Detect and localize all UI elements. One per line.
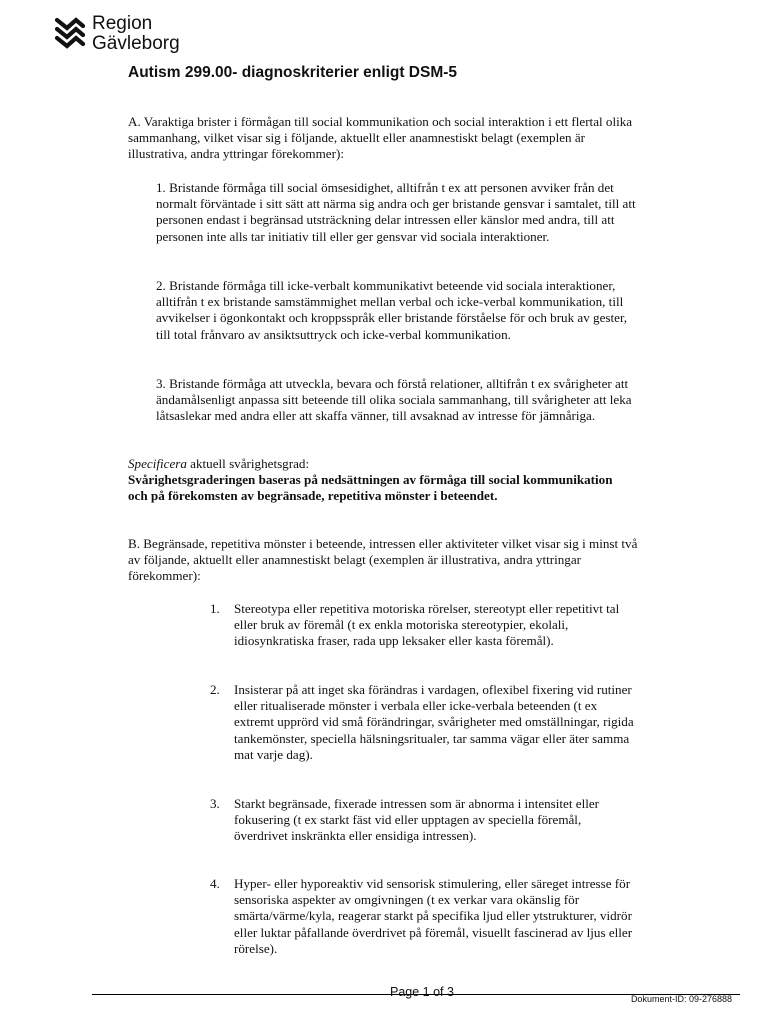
specify-rest: aktuell svårighetsgrad: (186, 456, 310, 471)
list-number: 2. (210, 682, 220, 697)
section-b-item-3 (210, 796, 634, 845)
list-number: 3. (210, 796, 220, 811)
list-item-text: Insisterar på att inget ska förändras i vardagen, oflexibel fixering vid rutiner eller ritualiserade mönster i verbala eller icke-verbala beteenden (t ex extremt upprörd vid små förändringar, svårigheter med omställningar, rigida tankemönster, speciella hälsningsritualer, tar samma vägar eller äter samma mat varje dag). (234, 682, 634, 762)
section-b-item-2 (210, 682, 634, 763)
section-b-item-4 (210, 876, 634, 957)
list-item-text: Stereotypa eller repetitiva motoriska rörelser, stereotypt eller repetitivt tal eller bruk av föremål (t ex enkla motoriska stereotypier, ekolali, idiosynkratiska fraser, rada upp leksaker eller kasta föremål). (234, 601, 620, 649)
logo-line-2: Gävleborg (92, 33, 180, 54)
list-item-text: Starkt begränsade, fixerade intressen som är abnorma i intensitet eller fokusering (t ex starkt fäst vid eller upptagen av speciella föremål, överdrivet inskränkta eller ensidiga intressen). (234, 796, 600, 844)
logo-text (92, 14, 180, 54)
logo-line-1: Region (92, 13, 153, 34)
list-number: 1. (210, 601, 220, 616)
region-gavleborg-wave-logo-icon (54, 15, 86, 53)
section-a-text: A. Varaktiga brister i förmågan till social kommunikation och social interaktion i ett flertal olika sammanhang, vilket visar sig i följande, aktuellt eller anamnestiskt belagt (exemplen är illustrativa, andra yttringar förekommer): (128, 114, 633, 162)
specify-italic: Specificera (128, 456, 187, 471)
specify-bold-text: Svårighetsgraderingen baseras på nedsättningen av förmåga till social kommunikation och på förekomsten av begränsade, repetitiva mönster i beteendet. (128, 472, 613, 504)
page-number: Page 1 of 3 (390, 985, 454, 999)
section-a-item-3: 3. Bristande förmåga att utveckla, bevara och förstå relationer, alltifrån t ex svårigheter att ändamålsenligt anpassa sitt beteende till olika sociala sammanhang, till svårigheter att leka låtsaslekar med andra eller att skaffa vänner, till avsaknad av intresse för jämnåriga. (156, 376, 632, 424)
list-item-text: Hyper- eller hyporeaktiv vid sensorisk stimulering, eller säreget intresse för sensoriska aspekter av omgivningen (t ex verkar vara okänslig för smärta/värme/kyla, reagerar starkt på specifika ljud eller ytstrukturer, vidrör eller luktar påfallande överdrivet på föremål, visuellt fascinerad av ljus eller rörelse). (234, 876, 633, 956)
section-a-item-2: 2. Bristande förmåga till icke-verbalt kommunikativt beteende vid sociala interaktioner, alltifrån t ex bristande samstämmighet mellan verbal och icke-verbal kommunikation, till avvikelser i ögonkontakt och kroppsspråk eller bristande förståelse för och bruk av gester, till total frånvaro av ansiktsuttryck och icke-verbal kommunikation. (156, 278, 628, 342)
document-id: Dokument-ID: 09-276888 (630, 994, 732, 1004)
section-b-item-1 (210, 601, 634, 650)
specify-line (128, 456, 628, 472)
list-number: 4. (210, 876, 220, 891)
severity-specifier (128, 456, 628, 505)
section-a-item-1: 1. Bristande förmåga till social ömsesidighet, alltifrån t ex att personen avviker från det normalt förväntade i sitt sätt att närma sig andra och ger bristande gensvar i samtalet, till att personen endast i begränsad utsträckning delar intressen eller känslor med andra, till att personen inte alls tar initiativ till eller ger gensvar vid sociala interaktioner. (156, 180, 636, 244)
section-b-text: B. Begränsade, repetitiva mönster i beteende, intressen eller aktiviteter vilket visar sig i minst två av följande, aktuellt eller anamnestiskt belagt (exemplen är illustrativa, andra yttringar förekommer): (128, 536, 638, 584)
logo (54, 14, 180, 54)
document-title: Autism 299.00- diagnoskriterier enligt DSM-5 (128, 64, 458, 81)
